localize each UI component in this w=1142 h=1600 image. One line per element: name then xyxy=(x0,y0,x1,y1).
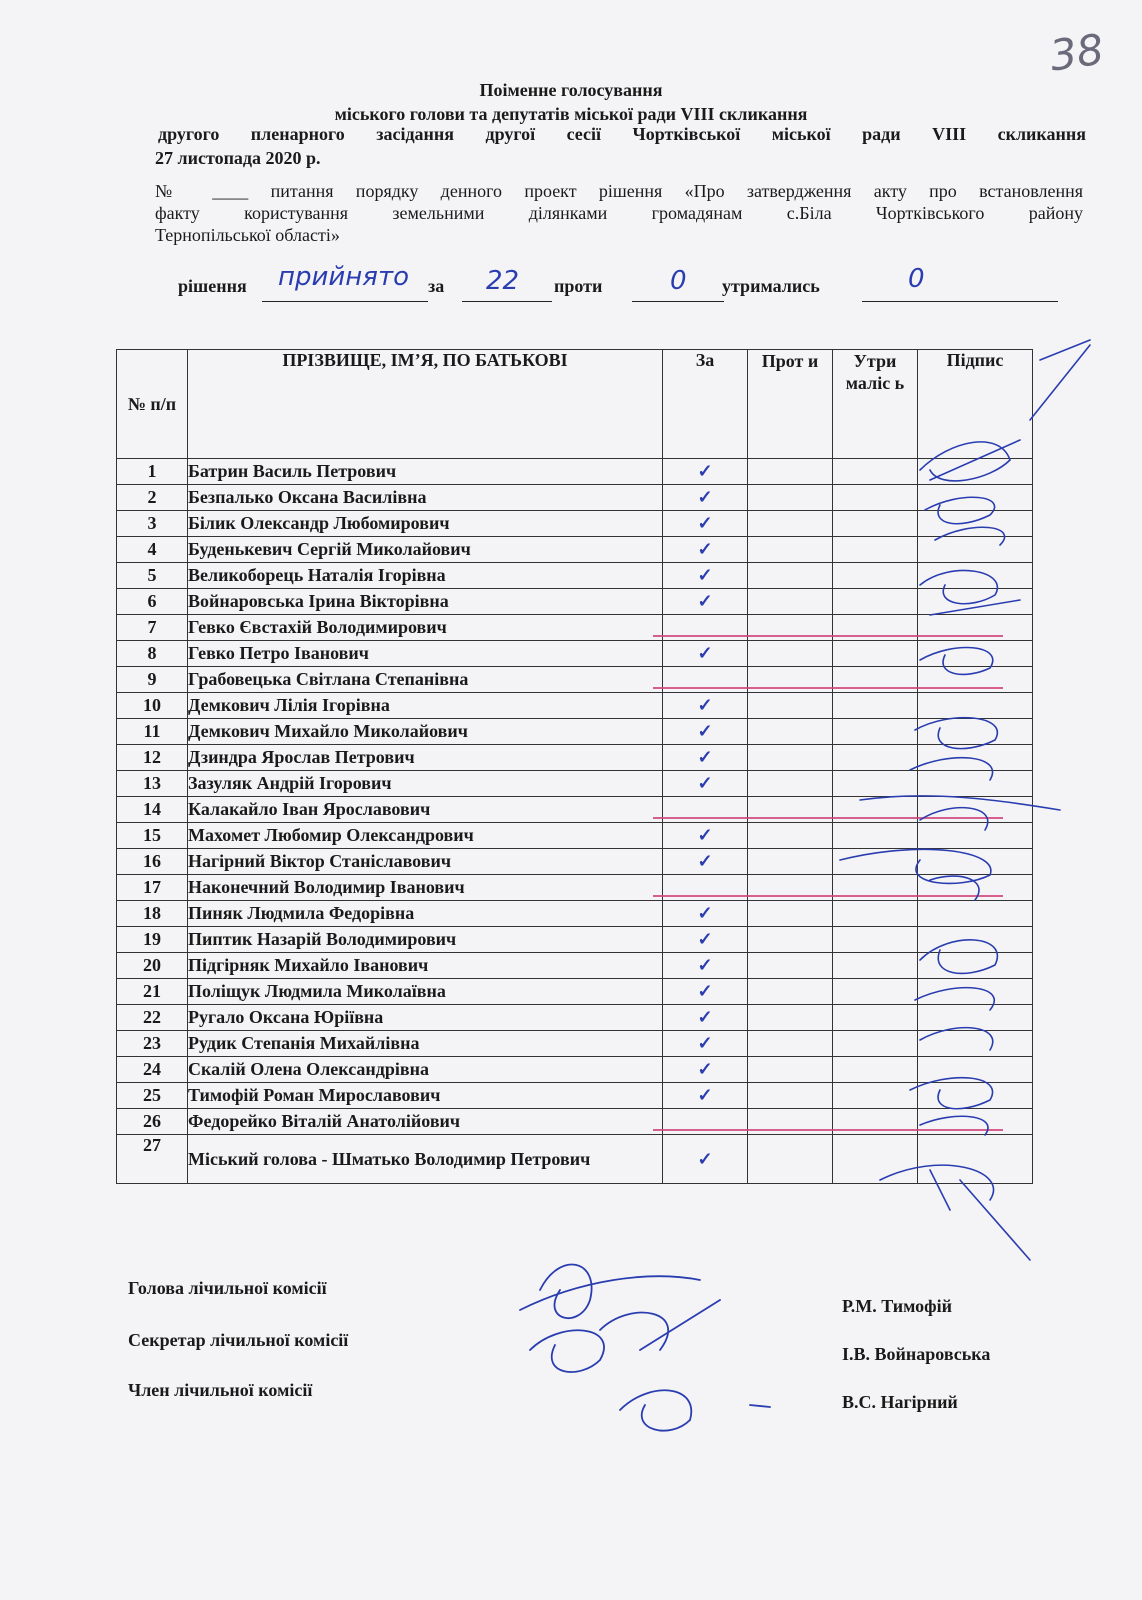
row-number: 26 xyxy=(117,1109,188,1135)
row-za-cell: ✓ xyxy=(663,979,748,1005)
commission-signatures xyxy=(520,1265,770,1431)
row-name: Батрин Василь Петрович xyxy=(188,459,663,485)
signature-member xyxy=(620,1300,770,1431)
commission-head-label: Голова лічильної комісії xyxy=(128,1278,327,1298)
row-number: 10 xyxy=(117,693,188,719)
row-number: 2 xyxy=(117,485,188,511)
row-name: Нагірний Віктор Станіславович xyxy=(188,849,663,875)
row-name: Войнаровська Ірина Вікторівна xyxy=(188,589,663,615)
row-name: Гевко Петро Іванович xyxy=(188,641,663,667)
signature-scribble xyxy=(860,796,1060,830)
page-number: 38 xyxy=(1046,24,1107,81)
row-name: Демкович Михайло Миколайович xyxy=(188,719,663,745)
commission-secretary-name: І.В. Войнаровська xyxy=(842,1344,991,1364)
row-name: Великоборець Наталія Ігорівна xyxy=(188,563,663,589)
header-utr: Утри маліс ь xyxy=(833,350,918,459)
row-number: 25 xyxy=(117,1083,188,1109)
row-za-cell: ✓ xyxy=(663,589,748,615)
header-proty: Прот и xyxy=(748,350,833,459)
column-signatures xyxy=(840,340,1090,1260)
row-number: 7 xyxy=(117,615,188,641)
row-name: Калакайло Іван Ярославович xyxy=(188,797,663,823)
row-za-cell: ✓ xyxy=(663,563,748,589)
proty-value: 0 xyxy=(670,266,687,296)
signature-secretary xyxy=(530,1313,668,1372)
row-number: 20 xyxy=(117,953,188,979)
question-line-3: Тернопільської області» xyxy=(155,225,340,245)
row-name: Грабовецька Світлана Степанівна xyxy=(188,667,663,693)
za-value: 22 xyxy=(486,266,520,296)
row-za-cell: ✓ xyxy=(663,1031,748,1057)
row-za-cell: ✓ xyxy=(663,693,748,719)
question-line-2: факту користування земельними ділянками громадянам с.Біла Чортківського району xyxy=(155,203,1083,223)
doc-subtitle: міського голови та депутатів міської ради VIII скликання xyxy=(334,104,808,124)
row-za-cell: ✓ xyxy=(663,641,748,667)
row-za-cell: ✓ xyxy=(663,1057,748,1083)
row-za-cell: ✓ xyxy=(663,901,748,927)
row-name: Федорейко Віталій Анатолійович xyxy=(188,1109,663,1135)
signature-scribble xyxy=(880,1165,1030,1260)
header-num: № п/п xyxy=(117,350,188,459)
signature-scribble xyxy=(925,497,1005,545)
row-number: 18 xyxy=(117,901,188,927)
row-name: Поліщук Людмила Миколаївна xyxy=(188,979,663,1005)
row-name: Пиптик Назарій Володимирович xyxy=(188,927,663,953)
question-line-1: № ____ питання порядку денного проект рішення «Про затвердження акту про встановлення xyxy=(155,181,1083,201)
row-za-cell: ✓ xyxy=(663,927,748,953)
row-number: 9 xyxy=(117,667,188,693)
row-name: Тимофій Роман Мирославович xyxy=(188,1083,663,1109)
row-name: Безпалько Оксана Василівна xyxy=(188,485,663,511)
row-number: 14 xyxy=(117,797,188,823)
row-za-cell: ✓ xyxy=(663,719,748,745)
commission-head-name: Р.М. Тимофій xyxy=(842,1296,953,1316)
decision-value: прийнято xyxy=(278,262,409,292)
row-number: 1 xyxy=(117,459,188,485)
row-number: 16 xyxy=(117,849,188,875)
signature-scribble xyxy=(840,849,991,900)
row-za-cell: ✓ xyxy=(663,1083,748,1109)
session-line: другого пленарного засідання другої сесії Чортківської міської ради VIII скликання xyxy=(158,124,1086,144)
row-za-cell: ✓ xyxy=(663,771,748,797)
utr-label: утримались xyxy=(722,276,820,296)
row-number: 4 xyxy=(117,537,188,563)
header-pidpys: Підпис xyxy=(918,350,1033,459)
za-label: за xyxy=(428,276,445,296)
row-number: 19 xyxy=(117,927,188,953)
row-za-cell: ✓ xyxy=(663,459,748,485)
row-za-cell: ✓ xyxy=(663,485,748,511)
signature-scribble xyxy=(910,718,997,780)
row-number: 11 xyxy=(117,719,188,745)
row-number: 23 xyxy=(117,1031,188,1057)
utr-value: 0 xyxy=(908,264,925,294)
row-name: Демкович Лілія Ігорівна xyxy=(188,693,663,719)
doc-title: Поіменне голосування xyxy=(479,80,663,100)
row-number: 21 xyxy=(117,979,188,1005)
row-za-cell: ✓ xyxy=(663,537,748,563)
signature-scribble xyxy=(920,340,1090,481)
row-za-cell: ✓ xyxy=(663,953,748,979)
row-number: 8 xyxy=(117,641,188,667)
row-name: Рудик Степанія Михайлівна xyxy=(188,1031,663,1057)
row-number: 3 xyxy=(117,511,188,537)
commission-member-label: Член лічильної комісії xyxy=(128,1380,313,1400)
row-za-cell: ✓ xyxy=(663,1135,748,1184)
row-za-cell: ✓ xyxy=(663,849,748,875)
signature-head xyxy=(520,1265,700,1319)
row-number: 24 xyxy=(117,1057,188,1083)
header-za: За xyxy=(663,350,748,459)
row-name: Буденькевич Сергій Миколайович xyxy=(188,537,663,563)
row-number: 17 xyxy=(117,875,188,901)
commission-member-name: В.С. Нагірний xyxy=(842,1392,958,1412)
row-name: Гевко Євстахій Володимирович xyxy=(188,615,663,641)
row-za-cell: ✓ xyxy=(663,745,748,771)
row-number: 15 xyxy=(117,823,188,849)
row-name: Ругало Оксана Юріївна xyxy=(188,1005,663,1031)
signature-scribble xyxy=(920,571,1020,615)
session-date: 27 листопада 2020 р. xyxy=(155,148,321,168)
row-number: 13 xyxy=(117,771,188,797)
row-number: 5 xyxy=(117,563,188,589)
row-name: Підгірняк Михайло Іванович xyxy=(188,953,663,979)
proty-label: проти xyxy=(554,276,603,296)
row-name: Пиняк Людмила Федорівна xyxy=(188,901,663,927)
row-number: 6 xyxy=(117,589,188,615)
row-number: 12 xyxy=(117,745,188,771)
row-name: Міський голова - Шматько Володимир Петрович xyxy=(188,1135,663,1184)
row-za-cell: ✓ xyxy=(663,511,748,537)
signature-scribble xyxy=(910,1078,993,1135)
row-name: Махомет Любомир Олександрович xyxy=(188,823,663,849)
commission-secretary-label: Секретар лічильної комісії xyxy=(128,1330,349,1350)
header-name: ПРІЗВИЩЕ, ІМ’Я, ПО БАТЬКОВІ xyxy=(188,350,663,459)
row-name: Зазуляк Андрій Ігорович xyxy=(188,771,663,797)
row-name: Скалій Олена Олександрівна xyxy=(188,1057,663,1083)
row-name: Дзиндра Ярослав Петрович xyxy=(188,745,663,771)
row-za-cell: ✓ xyxy=(663,1005,748,1031)
row-za-cell: ✓ xyxy=(663,823,748,849)
signature-scribble xyxy=(915,940,997,1050)
row-number: 27 xyxy=(117,1135,188,1184)
decision-label: рішення xyxy=(178,276,247,296)
row-number: 22 xyxy=(117,1005,188,1031)
row-name: Наконечний Володимир Іванович xyxy=(188,875,663,901)
row-name: Білик Олександр Любомирович xyxy=(188,511,663,537)
signature-scribble xyxy=(920,648,993,675)
